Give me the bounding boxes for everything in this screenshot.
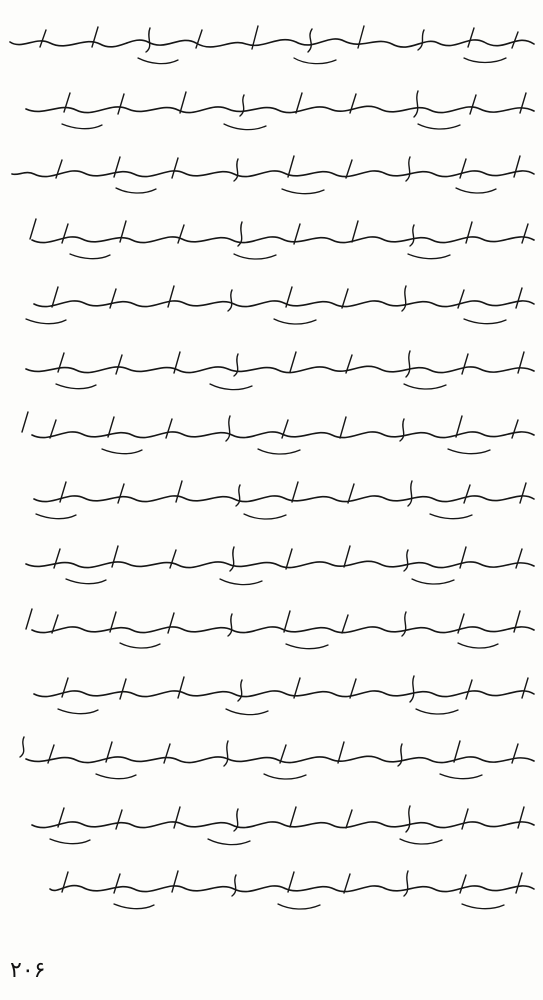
manuscript-line bbox=[6, 144, 537, 209]
manuscript-line bbox=[6, 599, 537, 664]
manuscript-line bbox=[6, 664, 537, 729]
manuscript-line bbox=[6, 794, 537, 859]
manuscript-line bbox=[6, 339, 537, 404]
manuscript-line bbox=[6, 79, 537, 144]
manuscript-line bbox=[6, 859, 537, 924]
manuscript-line bbox=[6, 404, 537, 469]
page-number: ۲۰۶ bbox=[10, 958, 46, 983]
manuscript-text-block bbox=[6, 14, 537, 924]
manuscript-line bbox=[6, 469, 537, 534]
manuscript-line bbox=[6, 534, 537, 599]
manuscript-line bbox=[6, 729, 537, 794]
manuscript-line bbox=[6, 274, 537, 339]
manuscript-line bbox=[6, 14, 537, 79]
manuscript-line bbox=[6, 209, 537, 274]
